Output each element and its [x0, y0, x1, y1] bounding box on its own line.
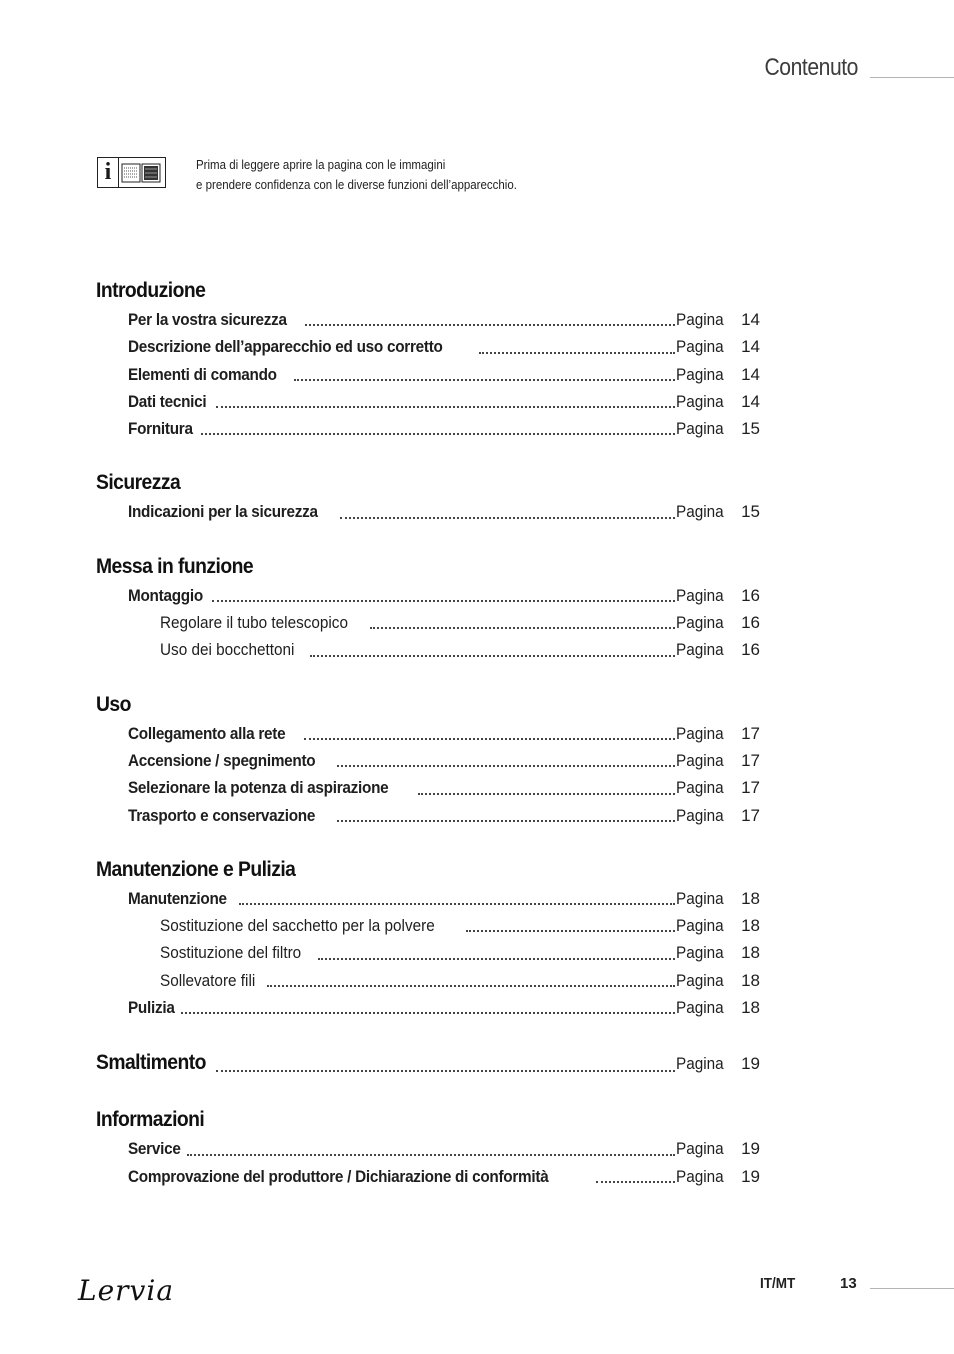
page-number: 16 — [741, 585, 760, 605]
toc-entry[interactable] — [96, 388, 776, 415]
page-word: Pagina — [676, 970, 724, 990]
toc-entry-label: Uso dei bocchettoni — [160, 640, 295, 660]
page-word: Pagina — [676, 998, 724, 1018]
toc-entry[interactable] — [96, 1135, 776, 1162]
toc-entry[interactable] — [96, 1163, 776, 1190]
page-word: Pagina — [676, 1054, 724, 1074]
toc-section — [96, 1105, 776, 1190]
page-word: Pagina — [676, 943, 724, 963]
page-word: Pagina — [676, 1166, 724, 1186]
toc-subentry[interactable] — [96, 636, 776, 663]
toc-entry-label: Accensione / spegnimento — [128, 750, 316, 770]
page-word: Pagina — [676, 640, 724, 660]
page-word: Pagina — [676, 364, 724, 384]
toc-entry[interactable] — [96, 306, 776, 333]
toc-section — [96, 1047, 776, 1079]
toc-entry[interactable] — [96, 333, 776, 360]
page-word: Pagina — [676, 310, 724, 329]
page-word: Pagina — [676, 502, 724, 522]
dot-leader — [304, 738, 675, 740]
toc-section-title: Informazioni — [96, 1108, 205, 1132]
toc-entry-label: Montaggio — [128, 585, 203, 605]
toc-section — [96, 552, 776, 664]
page-number: 14 — [741, 391, 760, 411]
toc-entry[interactable] — [96, 582, 776, 609]
toc-entry-label: Service — [128, 1139, 181, 1159]
toc-entry[interactable] — [96, 415, 776, 442]
info-note-line: Prima di leggere aprire la pagina con le immagini — [196, 158, 446, 172]
page-number: 16 — [741, 613, 760, 633]
info-book-icon — [97, 157, 166, 188]
page-word: Pagina — [676, 778, 724, 798]
page-number: 18 — [741, 998, 760, 1018]
page-word: Pagina — [676, 391, 724, 411]
toc-entry-label: Pulizia — [128, 998, 175, 1018]
toc-entry-label: Dati tecnici — [128, 391, 207, 411]
toc-entry[interactable] — [96, 498, 776, 525]
page-word: Pagina — [676, 723, 724, 743]
toc-entry-label: Indicazioni per la sicurezza — [128, 502, 318, 522]
info-note — [196, 155, 517, 195]
toc-entry[interactable] — [96, 994, 776, 1021]
toc-subentry[interactable] — [96, 609, 776, 636]
toc-entry-label: Selezionare la potenza di aspirazione — [128, 778, 389, 798]
page-word: Pagina — [676, 1139, 724, 1159]
page-number: 19 — [741, 1139, 760, 1159]
dot-leader — [418, 793, 675, 795]
header-rule — [870, 77, 954, 78]
page-number: 14 — [741, 364, 760, 384]
info-note-line: e prendere confidenza con le diverse funzioni dell’apparecchio. — [196, 178, 517, 192]
page-number: 19 — [741, 1166, 760, 1186]
dot-leader — [239, 903, 675, 905]
toc-section-title: Smaltimento — [96, 1051, 206, 1075]
toc-subentry[interactable] — [96, 912, 776, 939]
info-i-icon: i — [98, 158, 119, 187]
toc-entry-label: Comprovazione del produttore / Dichiarazione di conformità — [128, 1166, 549, 1186]
dot-leader — [267, 985, 675, 987]
dot-leader — [479, 352, 675, 354]
toc-entry-label: Per la vostra sicurezza — [128, 310, 287, 329]
dot-leader — [337, 820, 675, 822]
page-word: Pagina — [676, 888, 724, 908]
toc-entry-label: Elementi di comando — [128, 364, 277, 384]
page-number: 18 — [741, 970, 760, 990]
toc-section — [96, 276, 776, 442]
dot-leader — [337, 765, 675, 767]
toc-section — [96, 468, 776, 525]
toc-entry-label: Sostituzione del sacchetto per la polvere — [160, 916, 435, 936]
toc-section — [96, 690, 776, 829]
page-number: 19 — [741, 1054, 760, 1074]
page-number: 17 — [741, 750, 760, 770]
dot-leader — [181, 1012, 675, 1014]
toc-subentry[interactable] — [96, 967, 776, 994]
dot-leader — [216, 406, 675, 408]
page-number: 16 — [741, 640, 760, 660]
page-number: 14 — [741, 337, 760, 357]
dot-leader — [310, 655, 675, 657]
page-number-footer: 13 — [840, 1275, 857, 1292]
page-number: 14 — [741, 310, 760, 329]
page-word: Pagina — [676, 585, 724, 605]
page-word: Pagina — [676, 805, 724, 825]
toc-section-title: Manutenzione e Pulizia — [96, 857, 296, 881]
page-word: Pagina — [676, 750, 724, 770]
page-word: Pagina — [676, 419, 724, 439]
dot-leader — [294, 379, 675, 381]
dot-leader — [340, 517, 675, 519]
page-number: 18 — [741, 943, 760, 963]
toc-entry[interactable] — [96, 885, 776, 912]
brand-logo: Lervia — [78, 1274, 175, 1307]
page-word: Pagina — [676, 916, 724, 936]
page-number: 15 — [741, 419, 760, 439]
page-number: 18 — [741, 916, 760, 936]
toc-entry[interactable] — [96, 361, 776, 388]
toc-section-title: Sicurezza — [96, 471, 181, 495]
table-of-contents — [96, 276, 776, 1216]
open-book-icon — [119, 158, 165, 187]
toc-section-title: Introduzione — [96, 279, 206, 302]
toc-section-title: Uso — [96, 692, 131, 716]
page-number: 17 — [741, 805, 760, 825]
dot-leader — [370, 627, 675, 629]
page-number: 17 — [741, 723, 760, 743]
dot-leader — [216, 1070, 675, 1072]
footer-rule — [870, 1288, 954, 1289]
page-number: 15 — [741, 502, 760, 522]
page-number: 17 — [741, 778, 760, 798]
dot-leader — [201, 433, 675, 435]
page-word: Pagina — [676, 337, 724, 357]
toc-entry[interactable] — [96, 747, 776, 774]
dot-leader — [187, 1154, 675, 1156]
page-number: 18 — [741, 888, 760, 908]
toc-entry-label: Fornitura — [128, 419, 193, 439]
toc-entry-label: Trasporto e conservazione — [128, 805, 316, 825]
toc-section — [96, 855, 776, 1021]
toc-entry-label: Sollevatore fili — [160, 970, 256, 990]
toc-section-title: Messa in funzione — [96, 554, 254, 578]
toc-entry-label: Collegamento alla rete — [128, 723, 286, 743]
toc-entry-label: Manutenzione — [128, 888, 227, 908]
dot-leader — [466, 930, 675, 932]
toc-entry[interactable] — [96, 774, 776, 801]
page-word: Pagina — [676, 613, 724, 633]
toc-section-entry[interactable] — [96, 1047, 776, 1079]
dot-leader — [305, 324, 675, 326]
toc-subentry[interactable] — [96, 939, 776, 966]
toc-entry-label: Sostituzione del filtro — [160, 943, 302, 963]
dot-leader — [318, 958, 675, 960]
toc-entry-label: Descrizione dell’apparecchio ed uso corretto — [128, 337, 443, 357]
toc-entry[interactable] — [96, 720, 776, 747]
language-code: IT/MT — [760, 1275, 796, 1292]
toc-entry-label: Regolare il tubo telescopico — [160, 613, 348, 633]
page-header-title: Contenuto — [764, 54, 858, 81]
toc-entry[interactable] — [96, 802, 776, 829]
dot-leader — [596, 1181, 675, 1183]
dot-leader — [212, 600, 675, 602]
